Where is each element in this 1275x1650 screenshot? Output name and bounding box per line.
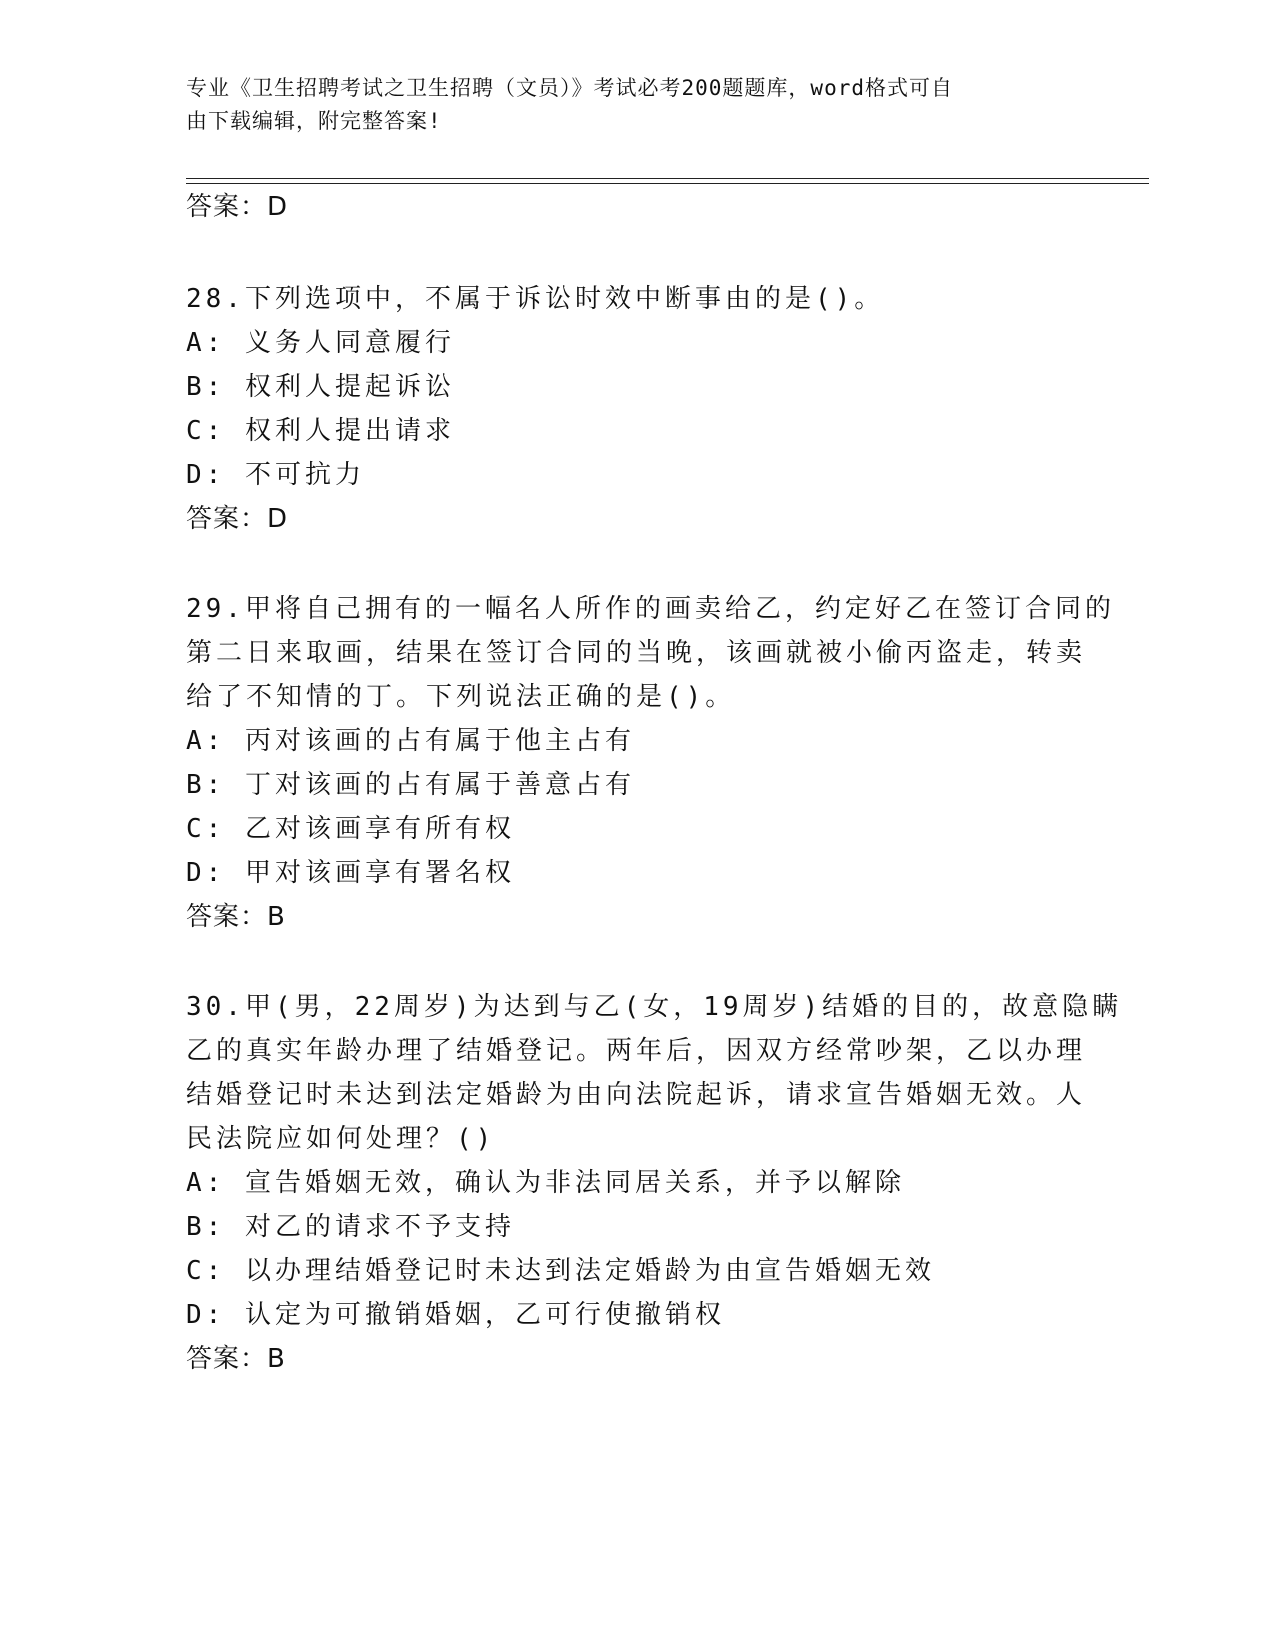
prev-answer: 答案：D: [186, 192, 289, 222]
option-d: D: 认定为可撤销婚姻，乙可行使撤销权: [186, 1300, 725, 1330]
option-a: A: 义务人同意履行: [186, 328, 455, 358]
header-line-1: 专业《卫生招聘考试之卫生招聘（文员）》考试必考200题题库，word格式可自: [186, 76, 953, 100]
option-d: D: 甲对该画享有署名权: [186, 858, 515, 888]
header-rule-bottom: [186, 183, 1149, 184]
header-line-2: 由下载编辑，附完整答案!: [186, 109, 442, 133]
question-text-line: 第二日来取画，结果在签订合同的当晚，该画就被小偷丙盗走，转卖: [186, 638, 1087, 668]
option-c: C: 乙对该画享有所有权: [186, 814, 515, 844]
answer: 答案：B: [186, 1344, 286, 1374]
question-text-line: 乙的真实年龄办理了结婚登记。两年后，因双方经常吵架，乙以办理: [186, 1036, 1087, 1066]
question-text-line: 30.甲(男，22周岁)为达到与乙(女，19周岁)结婚的目的，故意隐瞒: [186, 992, 1123, 1022]
question-text-line: 29.甲将自己拥有的一幅名人所作的画卖给乙，约定好乙在签订合同的: [186, 594, 1115, 624]
question-text-line: 结婚登记时未达到法定婚龄为由向法院起诉，请求宣告婚姻无效。人: [186, 1080, 1087, 1110]
option-d: D: 不可抗力: [186, 460, 365, 490]
question-text-line: 给了不知情的丁。下列说法正确的是()。: [186, 682, 736, 712]
question-text-line: 28.下列选项中，不属于诉讼时效中断事由的是()。: [186, 284, 885, 314]
option-b: B: 权利人提起诉讼: [186, 372, 455, 402]
option-a: A: 宣告婚姻无效，确认为非法同居关系，并予以解除: [186, 1168, 905, 1198]
option-c: C: 以办理结婚登记时未达到法定婚龄为由宣告婚姻无效: [186, 1256, 935, 1286]
option-b: B: 对乙的请求不予支持: [186, 1212, 515, 1242]
document-header: [186, 72, 1066, 138]
option-a: A: 丙对该画的占有属于他主占有: [186, 726, 635, 756]
option-c: C: 权利人提出请求: [186, 416, 455, 446]
header-rule-top: [186, 178, 1149, 179]
answer: 答案：D: [186, 504, 289, 534]
option-b: B: 丁对该画的占有属于善意占有: [186, 770, 635, 800]
question-text-line: 民法院应如何处理？(): [186, 1124, 496, 1154]
answer: 答案：B: [186, 902, 286, 932]
